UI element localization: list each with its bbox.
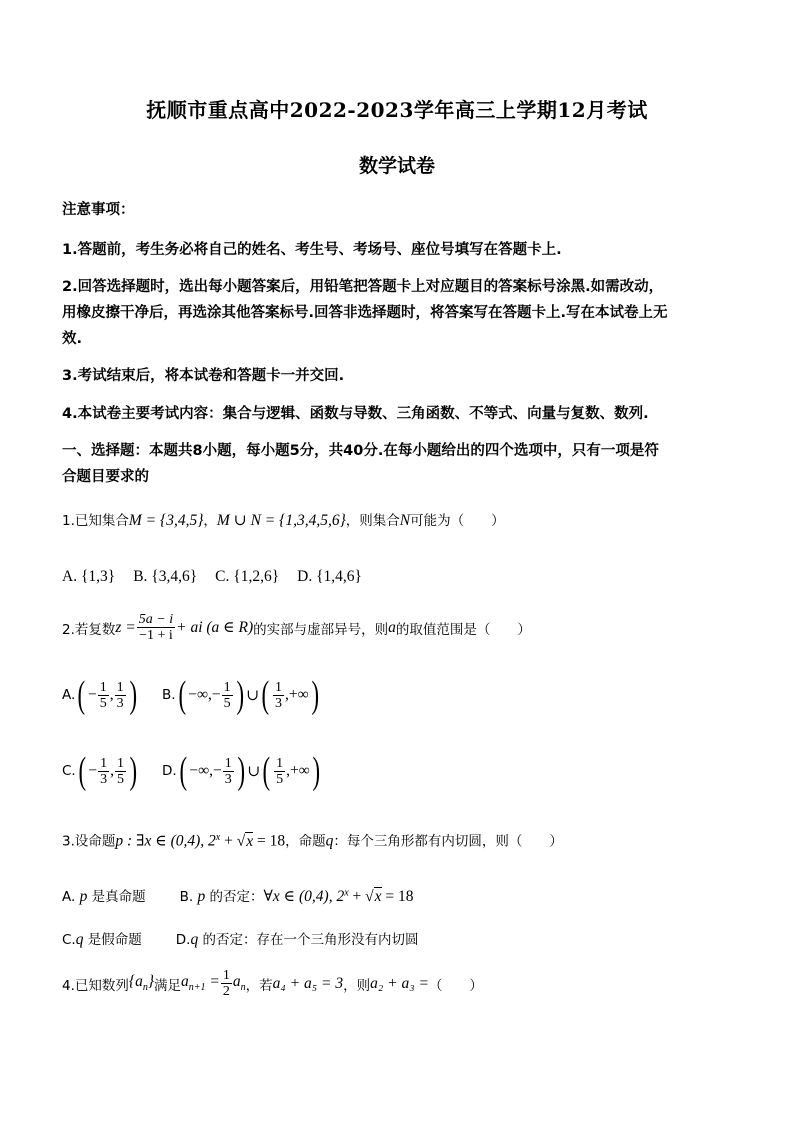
q3-options-ab bbox=[62, 881, 752, 909]
q4-ask: a₂ + a₃ = bbox=[370, 974, 429, 992]
q3-option-c: C.q 是假命题 bbox=[62, 931, 142, 948]
q2-option-c: C. ( − $\frac{1}{3}$ , $\frac{1}{5}$ ) bbox=[62, 750, 138, 792]
q3-tail: ：每个三角形都有内切圆，则（ ） bbox=[333, 833, 563, 850]
q1-prefix: 1.已知集合 bbox=[62, 513, 129, 529]
q3-option-d: D.q 的否定：存在一个三角形没有内切圆 bbox=[175, 931, 419, 948]
q3-options-cd bbox=[62, 928, 752, 952]
question-3: 3.设命题p : ∃x ∈ (0,4), $2^x + √x = 18$，命题q：每个三角形都有内切圆，则（ ） bbox=[62, 832, 563, 850]
q2-z: z = bbox=[115, 618, 136, 636]
q2-option-b: B. ( −∞,− $\frac{1}{5}$ ) ∪ ( $\frac{1}{3}$ ,+∞ ) bbox=[162, 674, 319, 716]
q1-option-c: C. {1,2,6} bbox=[215, 568, 280, 585]
q1-set-n: N bbox=[399, 512, 411, 529]
q2-suffix: 的实部与虚部异号，则 bbox=[253, 621, 389, 638]
q4-tail: （ ） bbox=[428, 977, 483, 994]
q3-proposition-p: p : ∃x ∈ (0,4), 2 bbox=[115, 832, 216, 850]
q3-option-a: A. p 是真命题 bbox=[62, 887, 146, 905]
q1-options bbox=[62, 565, 752, 589]
section-1-line-2: 合题目要求的 bbox=[62, 469, 149, 485]
q2-plus-ai: + ai (a ∈ R) bbox=[176, 619, 254, 636]
exam-subtitle: 数学试卷 bbox=[358, 155, 435, 177]
q4-condition: a₄ + a₅ = 3 bbox=[272, 974, 344, 992]
q2-tail: 的取值范围是（ ） bbox=[395, 621, 531, 638]
q3-option-b: B. p 的否定：∀x ∈ (0,4), $2^x + √x = 18$ bbox=[179, 887, 414, 905]
note-item-1: 1.答题前，考生务必将自己的姓名、考生号、考场号、座位号填写在答题卡上. bbox=[62, 242, 562, 258]
q4-recurrence: $a_{n+1}$ = bbox=[181, 973, 220, 994]
q3-var-q: q bbox=[325, 832, 334, 850]
q2-prefix: 2.若复数 bbox=[62, 621, 116, 638]
q4-half: $\frac{1}{2}$ bbox=[222, 968, 230, 999]
q2-option-a: A. ( − $\frac{1}{5}$ , $\frac{1}{3}$ ) bbox=[62, 674, 137, 716]
q1-suffix: ，则集合 bbox=[345, 513, 400, 529]
q4-prefix: 4.已知数列 bbox=[62, 977, 129, 994]
q1-option-b: B. {3,4,6} bbox=[133, 568, 198, 585]
q2-var-a: a bbox=[388, 618, 396, 636]
note-item-2-line-1: 2.回答选择题时，选出每小题答案后，用铅笔把答题卡上对应题目的答案标号涂黑.如需改动， bbox=[62, 279, 664, 295]
note-item-4: 4.本试卷主要考试内容：集合与逻辑、函数与导数、三角函数、不等式、向量与复数、数列. bbox=[62, 406, 649, 422]
section-1-heading bbox=[62, 438, 732, 490]
question-1: 1.已知集合M = {3,4,5}，M ∪ N = {1,3,4,5,6}，则集合N可能为（ ） bbox=[62, 512, 505, 529]
q1-tail: 可能为（ ） bbox=[410, 513, 505, 529]
note-item-2 bbox=[62, 274, 732, 352]
q1-option-d: D. {1,4,6} bbox=[297, 568, 362, 585]
question-2 bbox=[62, 612, 531, 643]
q2-option-d: D. ( −∞,− $\frac{1}{3}$ ) ∪ ( $\frac{1}{5}$ ,+∞ ) bbox=[162, 750, 320, 792]
q1-option-a: A. {1,3} bbox=[62, 568, 116, 585]
q3-prefix: 3.设命题 bbox=[62, 833, 116, 850]
note-item-2-line-2: 用橡皮擦干净后，再选涂其他答案标号.回答非选择题时，将答案写在答题卡上.写在本试卷上无 bbox=[62, 305, 668, 321]
notes-heading: 注意事项： bbox=[62, 202, 135, 218]
note-item-2-line-3: 效. bbox=[62, 331, 83, 347]
question-4: 4.已知数列 $\{a_n\}$ 满足 $a_{n+1}$ = $\frac{1}{2}$ $a_n$ ，若 a₄ + a₅ = 3 ，则 a₂ + a₃ = （ ） bbox=[62, 968, 483, 999]
q1-set-m: M = {3,4,5} bbox=[128, 512, 204, 529]
q1-union: M ∪ N = {1,3,4,5,6} bbox=[216, 512, 346, 529]
section-1-line-1: 一、选择题：本题共8小题，每小题5分，共40分.在每小题给出的四个选项中，只有一项是符 bbox=[62, 443, 659, 459]
q2-fraction: $\frac{5a - i}{-1 + i}$ bbox=[138, 612, 174, 643]
exam-title: 抚顺市重点高中2022-2023学年高三上学期12月考试 bbox=[146, 98, 648, 122]
q4-sequence: $\{a_n\}$ bbox=[128, 973, 155, 994]
note-item-3: 3.考试结束后，将本试卷和答题卡一并交回. bbox=[62, 368, 345, 384]
